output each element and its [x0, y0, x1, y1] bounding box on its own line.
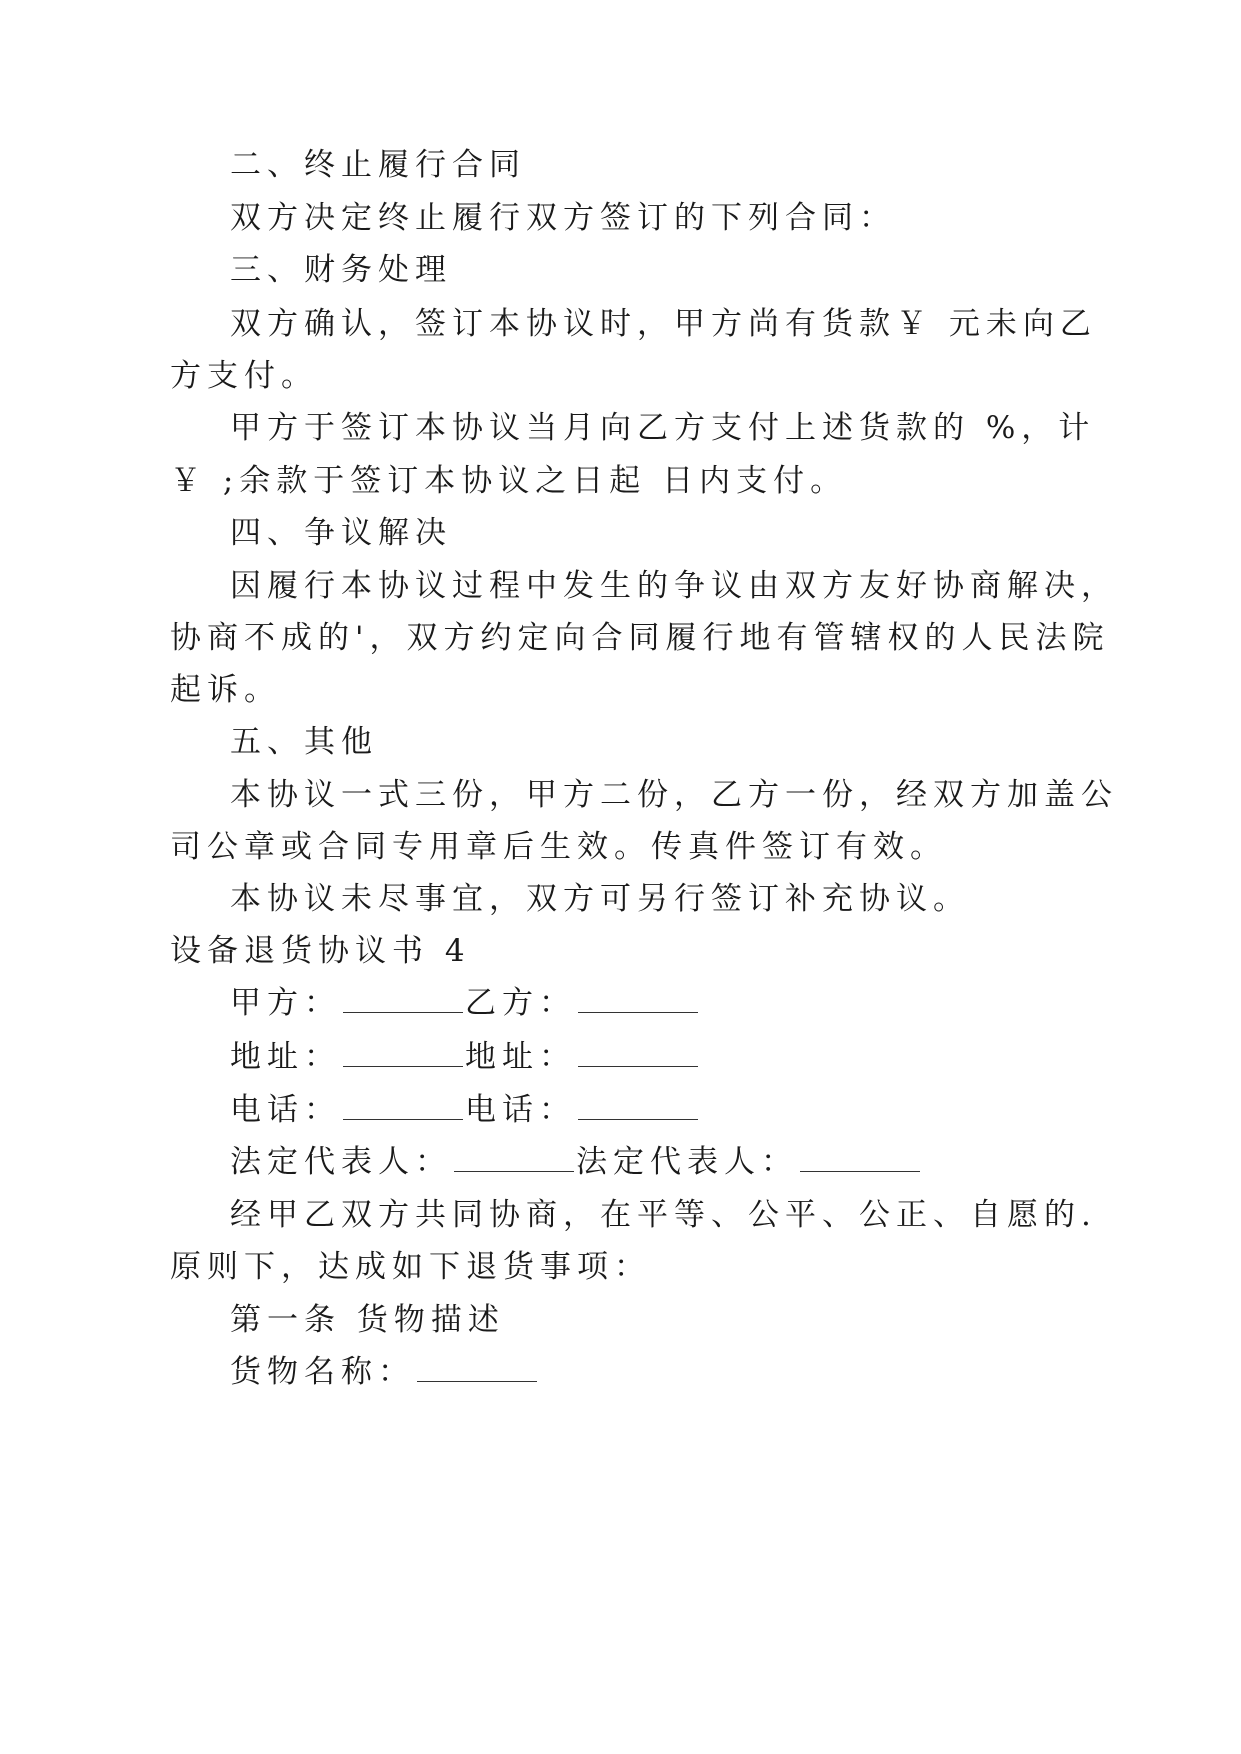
paragraph-text: 起诉。 [170, 672, 281, 708]
paragraph-text: 因履行本协议过程中发生的争议由双方友好协商解决， [230, 568, 1118, 604]
heading-article-one: 第一条 货物描述 [230, 1302, 505, 1338]
rep-b-blank [800, 1143, 920, 1172]
phone-a-blank [343, 1091, 463, 1120]
paragraph-text: 协商不成的'，双方约定向合同履行地有管辖权的人民法院 [170, 620, 1110, 656]
form-line-phone [230, 1090, 700, 1130]
rep-a-label: 法定代表人： [230, 1144, 452, 1180]
paragraph-text: 双方决定终止履行双方签订的下列合同： [230, 200, 896, 236]
form-line-parties [230, 983, 700, 1023]
heading-dispute: 四、争议解决 [230, 515, 452, 551]
paragraph-text: 双方确认，签订本协议时，甲方尚有货款￥ 元未向乙 [230, 306, 1097, 342]
party-b-label: 乙方： [465, 985, 576, 1021]
paragraph-text: 甲方于签订本协议当月向乙方支付上述货款的 %，计 [230, 410, 1096, 446]
goods-name-blank [417, 1353, 537, 1382]
document-title: 设备退货协议书 4 [170, 933, 471, 969]
party-a-blank [343, 984, 463, 1013]
paragraph-text: 原则下，达成如下退货事项： [170, 1249, 651, 1285]
address-a-blank [343, 1038, 463, 1067]
phone-b-label: 电话： [465, 1092, 576, 1128]
phone-a-label: 电话： [230, 1092, 341, 1128]
party-a-label: 甲方： [230, 985, 341, 1021]
paragraph-text: ￥ ;余款于签订本协议之日起 日内支付。 [170, 463, 848, 499]
paragraph-text: 本协议未尽事宜，双方可另行签订补充协议。 [230, 881, 970, 917]
party-b-blank [578, 984, 698, 1013]
address-a-label: 地址： [230, 1039, 341, 1075]
heading-finance: 三、财务处理 [230, 252, 452, 288]
heading-terminate-contract: 二、终止履行合同 [230, 147, 526, 183]
heading-other: 五、其他 [230, 724, 378, 760]
phone-b-blank [578, 1091, 698, 1120]
address-b-blank [578, 1038, 698, 1067]
rep-b-label: 法定代表人： [576, 1144, 798, 1180]
paragraph-text: 司公章或合同专用章后生效。传真件签订有效。 [170, 829, 947, 865]
goods-name-label: 货物名称： [230, 1354, 415, 1390]
form-line-representative [230, 1142, 922, 1182]
paragraph-text: 本协议一式三份，甲方二份，乙方一份，经双方加盖公 [230, 777, 1118, 813]
paragraph-text: 经甲乙双方共同协商，在平等、公平、公正、自愿的. [230, 1197, 1097, 1233]
paragraph-text: 方支付。 [170, 358, 318, 394]
address-b-label: 地址： [465, 1039, 576, 1075]
form-line-address [230, 1037, 700, 1077]
rep-a-blank [454, 1143, 574, 1172]
form-line-goods [230, 1352, 539, 1392]
